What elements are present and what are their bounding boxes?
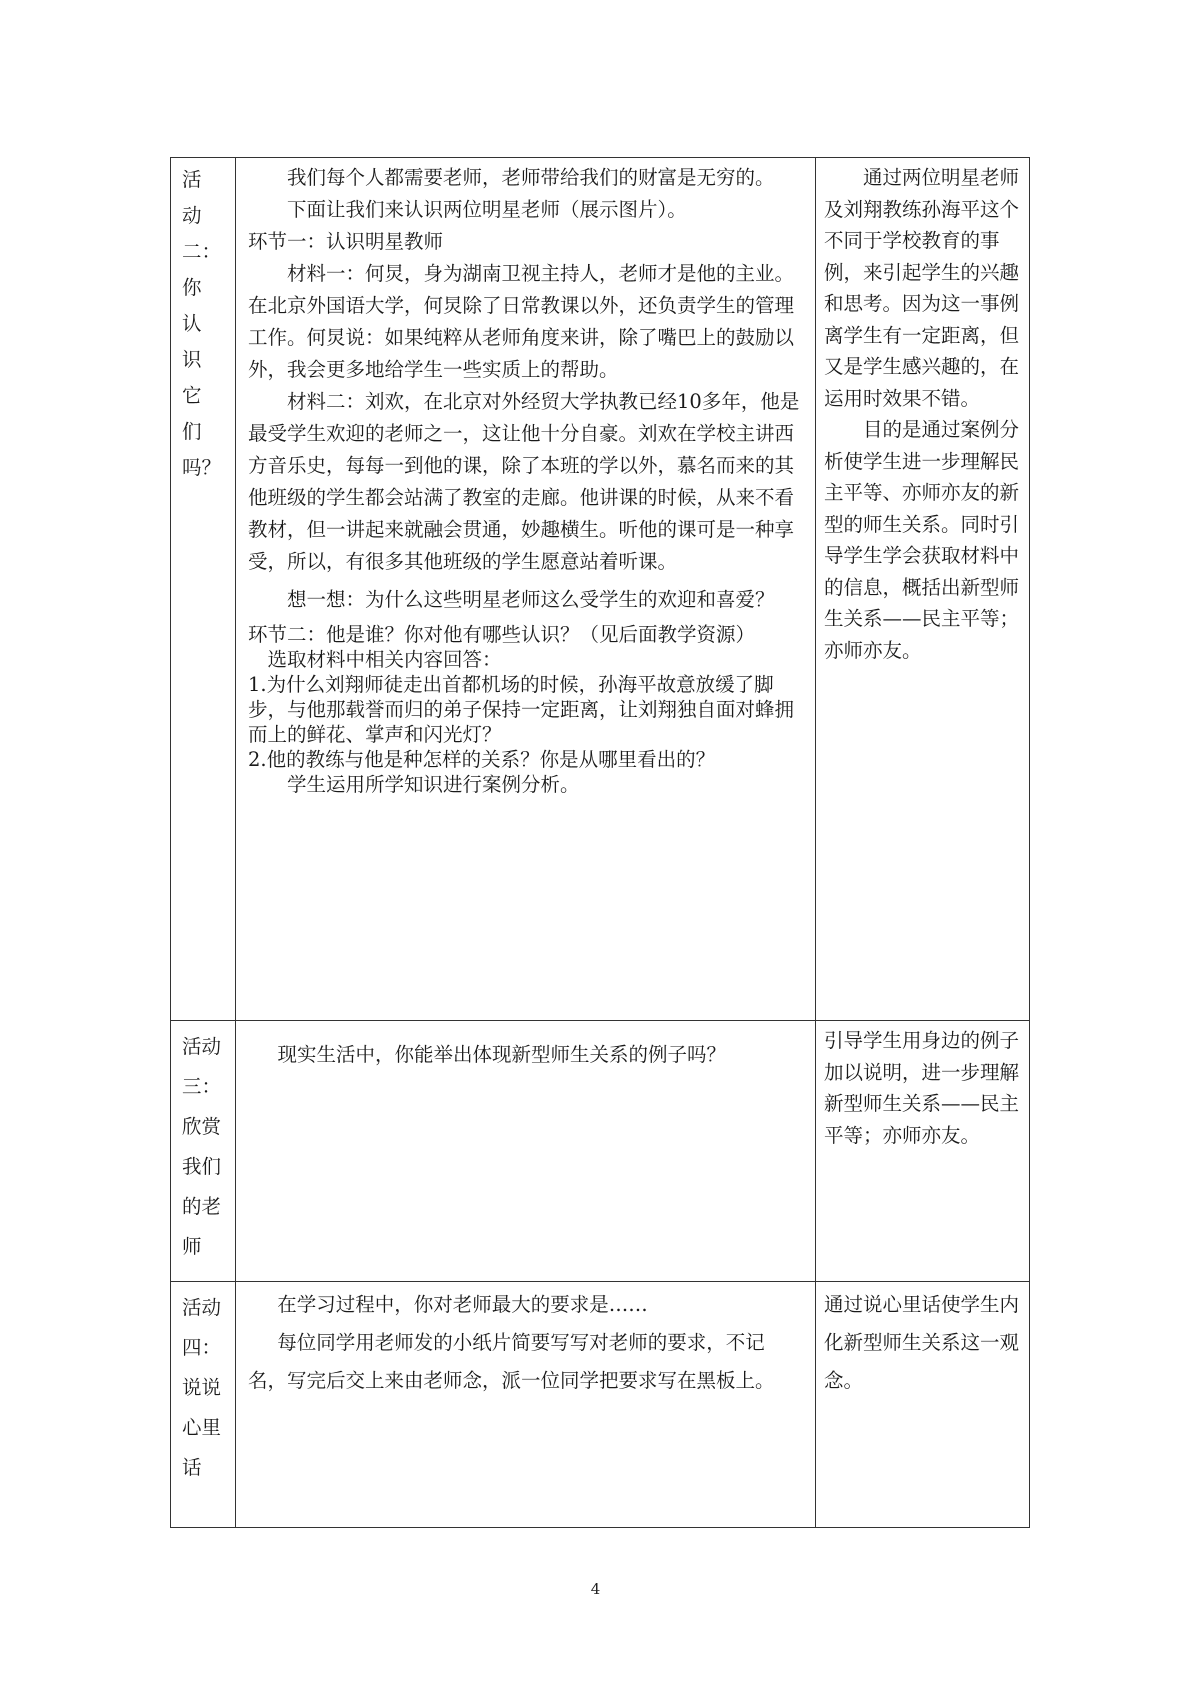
activity-label-cell [171, 158, 236, 1021]
activity-label-line: 四： [182, 1336, 222, 1359]
content-paragraph: 学生运用所学知识进行案例分析。 [287, 773, 580, 796]
design-note-cell [816, 158, 1030, 1021]
activity-content-cell [236, 1282, 816, 1528]
activity-label-line: 三： [182, 1075, 222, 1098]
page-number: 4 [590, 1580, 601, 1598]
activity-content-cell [236, 1021, 816, 1282]
table-row [171, 158, 1030, 1021]
activity-label-line: 我们 [182, 1155, 222, 1178]
content-paragraph: 材料一：何炅，身为湖南卫视主持人，老师才是他的主业。在北京外国语大学，何炅除了日常教课以外，还负责学生的管理工作。何炅说：如果纯粹从老师角度来讲，除了嘴巴上的鼓励以外，我会更多地给学生一些实质上的帮助。 [248, 262, 795, 381]
table-row [171, 1282, 1030, 1528]
note-paragraph: 引导学生用身边的例子加以说明，进一步理解新型师生关系——民主平等；亦师亦友。 [824, 1029, 1020, 1147]
activity-label-char: 二： [182, 240, 222, 263]
question-item: 2.他的教练与他是种怎样的关系？你是从哪里看出的？ [248, 748, 716, 771]
activity-label-cell [171, 1282, 236, 1528]
content-paragraph: 在学习过程中，你对老师最大的要求是…… [277, 1293, 648, 1316]
activity-label-char: 它 [182, 384, 202, 407]
activity-label-line: 师 [182, 1235, 202, 1258]
activity-label-char: 动 [182, 204, 202, 227]
content-paragraph: 材料二：刘欢，在北京对外经贸大学执教已经10多年，他是最受学生欢迎的老师之一，这让他十分自豪。刘欢在学校主讲西方音乐史，每每一到他的课，除了本班的学以外，慕名而来的其他班级的学生都会站满了教室的走廊。他讲课的时候，从来不看教材，但一讲起来就融会贯通，妙趣横生。听他的课可是一种享受，所以，有很多其他班级的学生愿意站着听课。 [248, 390, 800, 573]
activity-label-char: 们 [182, 420, 202, 443]
note-paragraph: 通过说心里话使学生内化新型师生关系这一观念。 [824, 1293, 1020, 1392]
design-note-cell [816, 1282, 1030, 1528]
lesson-plan-table [170, 157, 1030, 1528]
activity-label-line: 欣赏 [182, 1115, 222, 1138]
table-row [171, 1021, 1030, 1282]
note-paragraph: 目的是通过案例分析使学生进一步理解民主平等、亦师亦友的新型的师生关系。同时引导学生学会获取材料中的信息，概括出新型师生关系——民主平等；亦师亦友。 [824, 418, 1020, 662]
activity-label-char: 识 [182, 348, 202, 371]
activity-label-line: 活动 [182, 1296, 222, 1319]
section-heading: 环节二：他是谁？你对他有哪些认识？（见后面教学资源） [248, 623, 756, 646]
activity-label-char: 活 [182, 168, 202, 191]
content-paragraph: 想一想：为什么这些明星老师这么受学生的欢迎和喜爱？ [287, 588, 775, 611]
section-heading: 环节一：认识明星教师 [248, 230, 444, 253]
activity-label-char: 你 [182, 276, 202, 299]
content-paragraph: 下面让我们来认识两位明星老师（展示图片）。 [287, 198, 687, 221]
content-paragraph: 选取材料中相关内容回答： [267, 648, 502, 671]
design-note-cell [816, 1021, 1030, 1282]
activity-content-cell [236, 158, 816, 1021]
activity-label-line: 说说 [182, 1376, 222, 1399]
activity-label-char: 吗？ [182, 456, 222, 479]
content-paragraph: 每位同学用老师发的小纸片简要写写对老师的要求，不记名，写完后交上来由老师念，派一位同学把要求写在黑板上。 [248, 1331, 775, 1392]
content-paragraph: 我们每个人都需要老师，老师带给我们的财富是无穷的。 [287, 166, 775, 189]
question-item: 1.为什么刘翔师徒走出首都机场的时候，孙海平故意放缓了脚步，与他那载誉而归的弟子保持一定距离，让刘翔独自面对蜂拥而上的鲜花、掌声和闪光灯？ [248, 673, 795, 746]
activity-label-line: 活动 [182, 1035, 222, 1058]
note-paragraph: 通过两位明星老师及刘翔教练孙海平这个不同于学校教育的事例，来引起学生的兴趣和思考。因为这一事例离学生有一定距离，但又是学生感兴趣的，在运用时效果不错。 [824, 166, 1020, 410]
activity-label-line: 的老 [182, 1195, 222, 1218]
activity-label-line: 心里 [182, 1416, 222, 1439]
activity-label-char: 认 [182, 312, 202, 335]
content-paragraph: 现实生活中，你能举出体现新型师生关系的例子吗？ [277, 1043, 727, 1066]
activity-label-line: 话 [182, 1456, 202, 1479]
activity-label-cell [171, 1021, 236, 1282]
